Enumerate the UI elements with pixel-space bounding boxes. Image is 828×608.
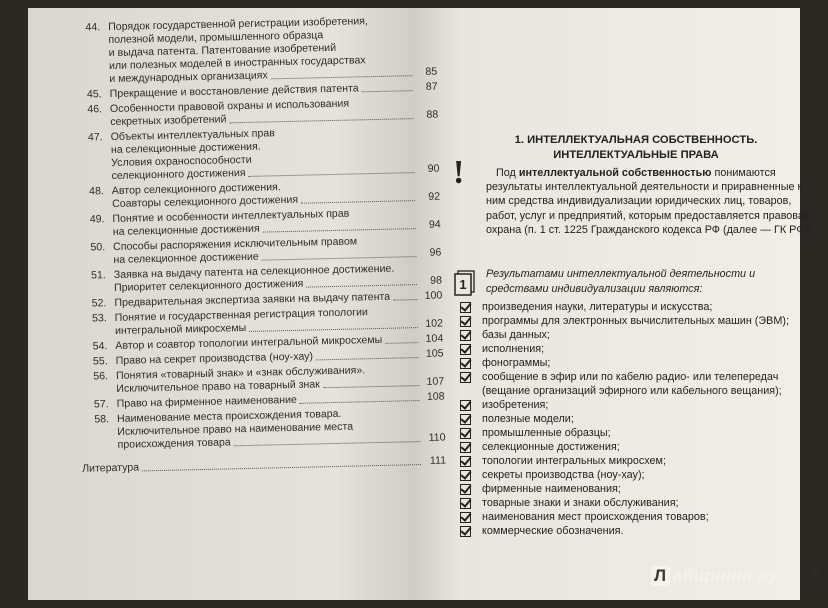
book-spread xyxy=(28,8,818,600)
toc-page-number: 96 xyxy=(429,246,442,259)
toc-text: Условия охраноспособности xyxy=(111,153,252,170)
toc-entry xyxy=(66,14,437,87)
list-item xyxy=(460,426,816,440)
definition-paragraph: Под интеллектуальной собственностью понимаются результаты интеллектуальной деятельности и приравненные к ним средства индивидуализации юридических лиц, товаров, работ, услуг и предприятий, которым предоставляется правовая охрана (п. 1 ст. 1225 Гражданского кодекса РФ (далее — ГК РФ)). xyxy=(486,167,815,236)
list-item-text: товарные знаки и знаки обслуживания; xyxy=(482,497,679,509)
list-item-text: фонограммы; xyxy=(482,357,551,369)
toc-text: Понятия «товарный знак» и «знак обслуживания». xyxy=(115,364,366,382)
toc-text: Исключительное право на товарный знак xyxy=(116,378,320,395)
toc-text: Порядок государственной регистрации изобретения, xyxy=(107,15,369,34)
checked-box-icon xyxy=(460,470,471,481)
toc-literature xyxy=(76,454,446,475)
list-item xyxy=(460,454,816,468)
toc-number: 58. xyxy=(94,413,110,426)
toc-text: Наименование места происхождения товара. xyxy=(116,407,342,425)
toc-leader xyxy=(393,299,417,301)
toc-leader xyxy=(300,400,420,404)
toc-page-number: 94 xyxy=(428,218,441,231)
toc-leader xyxy=(249,327,418,332)
list-item-text: наименования мест происхождения товаров; xyxy=(482,511,709,523)
list-item xyxy=(460,510,816,524)
toc-page-number: 110 xyxy=(428,431,446,444)
toc-text: интегральной микросхемы xyxy=(114,321,247,337)
toc-entry xyxy=(68,124,439,184)
list-item-text: сообщение в эфир или по кабелю радио- или телепередач (вещание организаций эфирного или кабельного вещания); xyxy=(482,371,782,397)
toc-text: Литература xyxy=(82,461,140,475)
toc-number: 51. xyxy=(90,269,106,282)
checked-box-icon xyxy=(460,400,471,411)
toc-number: 44. xyxy=(85,21,101,34)
list-item-text: исполнения; xyxy=(482,343,545,355)
list-item xyxy=(460,314,816,328)
checked-box-icon xyxy=(460,302,471,313)
toc-page-number: 105 xyxy=(425,347,444,360)
list-item-text: секреты производства (ноу-хау); xyxy=(482,469,645,481)
list-item-text: изобретения; xyxy=(482,399,549,411)
toc-page-number: 87 xyxy=(425,80,438,93)
list-item xyxy=(460,300,816,314)
toc-text: Особенности правовой охраны и использования xyxy=(109,97,350,116)
list-item-text: программы для электронных вычислительных машин (ЭВМ); xyxy=(482,315,789,327)
checked-box-icon xyxy=(460,428,471,439)
page-number: 5 xyxy=(812,570,818,581)
toc-page-number: 92 xyxy=(428,190,441,203)
toc-leader xyxy=(263,228,416,232)
list-item xyxy=(460,370,816,398)
toc-number: 57. xyxy=(93,398,109,411)
list-item-text: произведения науки, литературы и искусства; xyxy=(482,301,713,313)
exclamation-icon: ! xyxy=(453,154,465,191)
toc-leader xyxy=(306,284,417,288)
toc-text: Автор и соавтор топологии интегральной микросхемы xyxy=(115,333,383,352)
checked-box-icon xyxy=(460,498,471,509)
toc-leader xyxy=(301,200,415,204)
list-item xyxy=(460,440,816,454)
toc-text: полезной модели, промышленного образца xyxy=(108,29,324,47)
toc-text: на селекционные достижения xyxy=(112,222,260,238)
checked-box-icon xyxy=(460,456,471,467)
checked-box-icon xyxy=(460,414,471,425)
toc-page-number: 107 xyxy=(426,375,445,388)
toc-text: Объекты интеллектуальных прав xyxy=(110,127,275,144)
toc-number: 52. xyxy=(91,297,107,310)
toc-number: 55. xyxy=(92,355,108,368)
checked-box-icon xyxy=(460,358,471,369)
toc-number: 46. xyxy=(87,103,103,116)
toc-text: Соавторы селекционного достижения xyxy=(112,193,299,210)
toc-text: Предварительная экспертиза заявки на выдачу патента xyxy=(114,290,391,309)
result-list xyxy=(460,300,816,538)
toc-text: Исключительное право на наименование места xyxy=(117,420,354,438)
toc-text: на селекционное достижение xyxy=(113,250,259,266)
toc-leader xyxy=(316,357,419,360)
chapter-title: 1. ИНТЕЛЛЕКТУАЛЬНАЯ СОБСТВЕННОСТЬ. ИНТЕЛЛЕКТУАЛЬНЫЕ ПРАВА xyxy=(514,134,758,161)
list-item-text: коммерческие обозначения. xyxy=(482,525,624,537)
toc-number: 53. xyxy=(91,312,107,325)
toc-text: происхождения товара xyxy=(117,436,231,451)
list-item xyxy=(460,328,816,342)
toc-leader xyxy=(362,90,413,92)
toc-leader xyxy=(234,441,421,446)
checked-box-icon xyxy=(460,344,471,355)
toc-leader xyxy=(249,172,415,177)
toc-leader xyxy=(323,385,419,388)
list-item-text: топологии интегральных микросхем; xyxy=(482,455,666,467)
checked-box-icon xyxy=(460,442,471,453)
toc-text: Понятие и государственная регистрация топологии xyxy=(114,306,368,324)
list-item xyxy=(460,412,816,426)
checked-box-icon xyxy=(460,330,471,341)
toc-number: 54. xyxy=(92,340,108,353)
toc-page-number: 98 xyxy=(430,274,443,287)
list-item-text: фирменные наименования; xyxy=(482,483,621,495)
toc-page-number: 102 xyxy=(425,317,444,330)
list-item xyxy=(460,398,816,412)
toc-text: Право на секрет производства (ноу-хау) xyxy=(115,350,314,367)
toc-leader xyxy=(262,256,417,261)
toc-text: и международных организациях xyxy=(109,69,268,86)
toc-number: 47. xyxy=(87,131,103,144)
chapter-page xyxy=(446,8,828,608)
checked-box-icon xyxy=(460,512,471,523)
toc-number: 45. xyxy=(86,88,102,101)
toc-entry xyxy=(75,406,446,453)
toc-text: секретных изобретений xyxy=(110,113,227,129)
checked-box-icon xyxy=(460,526,471,537)
toc-text: Право на фирменное наименование xyxy=(116,393,297,410)
svg-text:1: 1 xyxy=(459,277,467,292)
defined-term: интеллектуальной собственностью xyxy=(518,167,712,179)
toc-text: Способы распоряжения исключительным правом xyxy=(112,235,358,253)
list-item-text: полезные модели; xyxy=(482,413,574,425)
toc-leader xyxy=(229,118,413,123)
list-intro: Результатами интеллектуальной деятельности и средствами индивидуализации являются: xyxy=(486,268,756,295)
toc-text: или полезных моделей в иностранных государствах xyxy=(108,54,366,73)
toc-number: 50. xyxy=(90,241,106,254)
list-item xyxy=(460,468,816,482)
toc-leader xyxy=(271,75,412,79)
list-item-text: селекционные достижения; xyxy=(482,441,620,453)
watermark-logo: Л абиринт.ру xyxy=(651,566,778,586)
toc-page-number: 88 xyxy=(426,108,439,121)
toc-page-number: 104 xyxy=(425,332,444,345)
list-item xyxy=(460,524,816,538)
toc-page-number: 90 xyxy=(427,162,440,175)
toc-number: 49. xyxy=(89,213,105,226)
list-item-text: базы данных; xyxy=(482,329,550,341)
toc-page-number: 85 xyxy=(425,65,438,78)
checked-box-icon xyxy=(460,484,471,495)
toc-number: 56. xyxy=(93,370,109,383)
toc-page-number: 108 xyxy=(426,390,445,403)
checked-box-icon xyxy=(460,372,471,383)
toc-text: Заявка на выдачу патента на селекционное достижение. xyxy=(113,262,395,281)
checked-box-icon xyxy=(460,316,471,327)
toc-text: Понятие и особенности интеллектуальных прав xyxy=(112,207,350,225)
table-of-contents-page xyxy=(66,14,449,602)
toc-text: селекционного достижения xyxy=(111,166,246,183)
toc-text: Автор селекционного достижения. xyxy=(111,181,281,198)
toc-text: и выдача патента. Патентование изобретений xyxy=(108,41,337,60)
toc-leader xyxy=(385,342,418,344)
toc-text: Прекращение и восстановление действия патента xyxy=(109,82,359,101)
toc-text: на селекционные достижения. xyxy=(110,140,261,157)
toc-page-number: 111 xyxy=(429,454,447,467)
list-item xyxy=(460,496,816,510)
toc-leader xyxy=(142,464,421,471)
list-item xyxy=(460,342,816,356)
list-item-text: промышленные образцы; xyxy=(482,427,611,439)
document-stack-icon xyxy=(454,270,476,296)
list-item xyxy=(460,482,816,496)
list-item xyxy=(460,356,816,370)
toc-text: Приоритет селекционного достижения xyxy=(113,277,304,294)
toc-page-number: 100 xyxy=(424,289,443,302)
toc-number: 48. xyxy=(88,185,104,198)
